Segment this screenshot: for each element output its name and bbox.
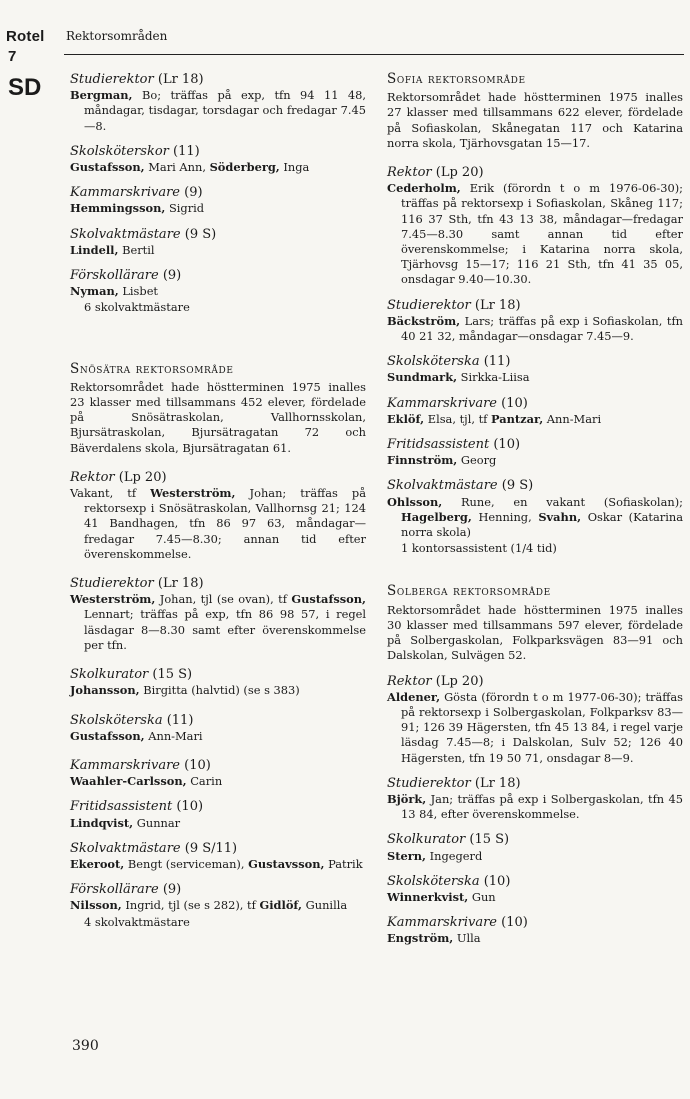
staff-note: 6 skolvaktmästare <box>84 300 190 315</box>
role-heading: Skolvaktmästare (9 S) <box>70 226 217 242</box>
person-entry: Johansson, Birgitta (halvtid) (se s 383) <box>70 683 300 698</box>
person-entry: Stern, Ingegerd <box>387 848 483 863</box>
section-title: Snösätra rektorsområde <box>70 360 234 377</box>
person-entry: Gustafsson, Mari Ann, Söderberg, Inga <box>70 160 310 175</box>
role-heading: Studierektor (Lr 18) <box>387 775 521 791</box>
person-entry: Finnström, Georg <box>387 453 497 468</box>
header-rubrik: Rektorsområden <box>66 29 168 43</box>
role-heading: Studierektor (Lr 18) <box>387 297 521 313</box>
person-entry: Bergman, Bo; träffas på exp, tfn 94 11 48, måndagar, tisdagar, torsdagar och fredagar 7.45—8. <box>70 88 366 133</box>
role-heading: Skolvaktmästare (9 S/11) <box>70 840 238 856</box>
staff-note: 1 kontorsassistent (1/4 tid) <box>401 541 557 556</box>
person-entry: Vakant, tf Westerström, Johan; träffas på rektorsexp i Snösätraskolan, Vallhornsg 21; 124 41 Bandhagen, tfn 86 97 63, måndagar—fredagar 7.45—8.30; annan tid efter överenskommelse. <box>70 486 366 561</box>
section-code: SD <box>8 74 42 101</box>
person-entry: Westerström, Johan, tjl (se ovan), tf Gustafsson, Lennart; träffas på exp, tfn 86 98 57, i regel läsdagar 8—8.30 samt efter överenskommelse per tfn. <box>70 592 367 652</box>
role-heading: Kammarskrivare (10) <box>70 757 211 773</box>
section-intro: Rektorsområdet hade höstterminen 1975 inalles 30 klasser med tillsammans 597 elever, fördelade på Solbergaskolan, Folkparksvägen 83—91 och Dalskolan, Sulvägen 52. <box>387 602 683 663</box>
person-entry: Bäckström, Lars; träffas på exp i Sofiaskolan, tfn 40 21 32, måndagar—onsdagar 7.45—9. <box>387 313 683 344</box>
section-title: Solberga rektorsområde <box>387 583 551 600</box>
person-entry: Engström, Ulla <box>387 931 481 946</box>
role-heading: Förskollärare (9) <box>70 268 182 284</box>
section-intro: Rektorsområdet hade höstterminen 1975 inalles 23 klasser med tillsammans 452 elever, fördelade på Snösätraskolan, Vallhornsskolan, Bjursätraskolan, Bjursätragatan 72 och Bäverdalens skola, Bjursätragatan 61. <box>70 379 366 455</box>
person-entry: Björk, Jan; träffas på exp i Solbergaskolan, tfn 45 13 84, efter överenskommelse. <box>387 791 683 822</box>
role-heading: Skolsköterska (10) <box>387 873 511 889</box>
role-heading: Studierektor (Lr 18) <box>70 576 204 592</box>
role-heading: Skolsköterskor (11) <box>70 143 200 159</box>
header-rotel: Rotel <box>6 28 45 45</box>
header-rule <box>64 54 684 55</box>
person-entry: Lindell, Bertil <box>70 242 155 257</box>
person-entry: Winnerkvist, Gun <box>387 889 496 904</box>
left-column <box>70 72 366 930</box>
page-number: 390 <box>72 1038 99 1054</box>
right-column <box>387 72 683 947</box>
role-heading: Fritidsassistent (10) <box>387 437 521 453</box>
role-heading: Rektor (Lp 20) <box>387 673 484 689</box>
person-entry: Gustafsson, Ann-Mari <box>70 728 203 743</box>
section-intro: Rektorsområdet hade höstterminen 1975 inalles 27 klasser med tillsammans 622 elever, fördelade på Sofiaskolan, Skånegatan 117 och Katarina norra skola, Tjärhovsgatan 15—17. <box>387 90 683 150</box>
role-heading: Kammarskrivare (9) <box>70 185 203 201</box>
person-entry: Waahler-Carlsson, Carin <box>70 774 223 789</box>
person-entry: Nilsson, Ingrid, tjl (se s 282), tf Gidlöf, Gunilla <box>70 898 348 913</box>
role-heading: Skolsköterska (11) <box>387 354 511 370</box>
person-entry: Sundmark, Sirkka-Liisa <box>387 370 530 385</box>
person-entry: Hemmingsson, Sigrid <box>70 201 205 216</box>
person-entry: Aldener, Gösta (förordn t o m 1977-06-30); träffas på rektorsexp i Solbergaskolan, Folkparksv 83—91; 126 39 Hägersten, tfn 45 13 84, i regel varje läsdag 7.45—8; i Dalskolan, Sulv 52; 126 40 Hägersten, tfn 19 50 71, onsdagar 8—9. <box>387 689 683 765</box>
staff-note: 4 skolvaktmästare <box>84 914 190 929</box>
person-entry: Eklöf, Elsa, tjl, tf Pantzar, Ann-Mari <box>387 411 602 426</box>
role-heading: Skolkurator (15 S) <box>70 667 193 683</box>
role-heading: Kammarskrivare (10) <box>387 395 528 411</box>
role-heading: Rektor (Lp 20) <box>387 165 484 181</box>
role-heading: Kammarskrivare (10) <box>387 915 528 931</box>
role-heading: Skolkurator (15 S) <box>387 832 510 848</box>
role-heading: Skolsköterska (11) <box>70 712 194 728</box>
person-entry: Ohlsson, Rune, en vakant (Sofiaskolan); Hagelberg, Henning, Svahn, Oskar (Katarina norra skola) <box>387 494 683 540</box>
person-entry: Nyman, Lisbet <box>70 284 159 299</box>
role-heading: Förskollärare (9) <box>70 882 182 898</box>
section-title: Sofia rektorsområde <box>387 71 526 87</box>
person-entry: Cederholm, Erik (förordn t o m 1976-06-30); träffas på rektorsexp i Sofiaskolan, Skåneg 117; 116 37 Sth, tfn 43 13 38, måndagar—fredagar 7.45—8.30 samt annan tid efter överenskommelse; i Katarina norra skola, Tjärhovsg 15—17; 116 21 Sth, tfn 41 35 05, onsdagar 9.40—10.30. <box>387 181 683 287</box>
role-heading: Studierektor (Lr 18) <box>70 72 204 87</box>
page-header <box>0 28 690 70</box>
header-number: 7 <box>8 48 17 65</box>
person-entry: Lindqvist, Gunnar <box>70 815 181 830</box>
role-heading: Fritidsassistent (10) <box>70 799 204 815</box>
role-heading: Skolvaktmästare (9 S) <box>387 478 534 494</box>
person-entry: Ekeroot, Bengt (serviceman), Gustavsson, Patrik <box>70 856 363 871</box>
role-heading: Rektor (Lp 20) <box>70 469 167 485</box>
